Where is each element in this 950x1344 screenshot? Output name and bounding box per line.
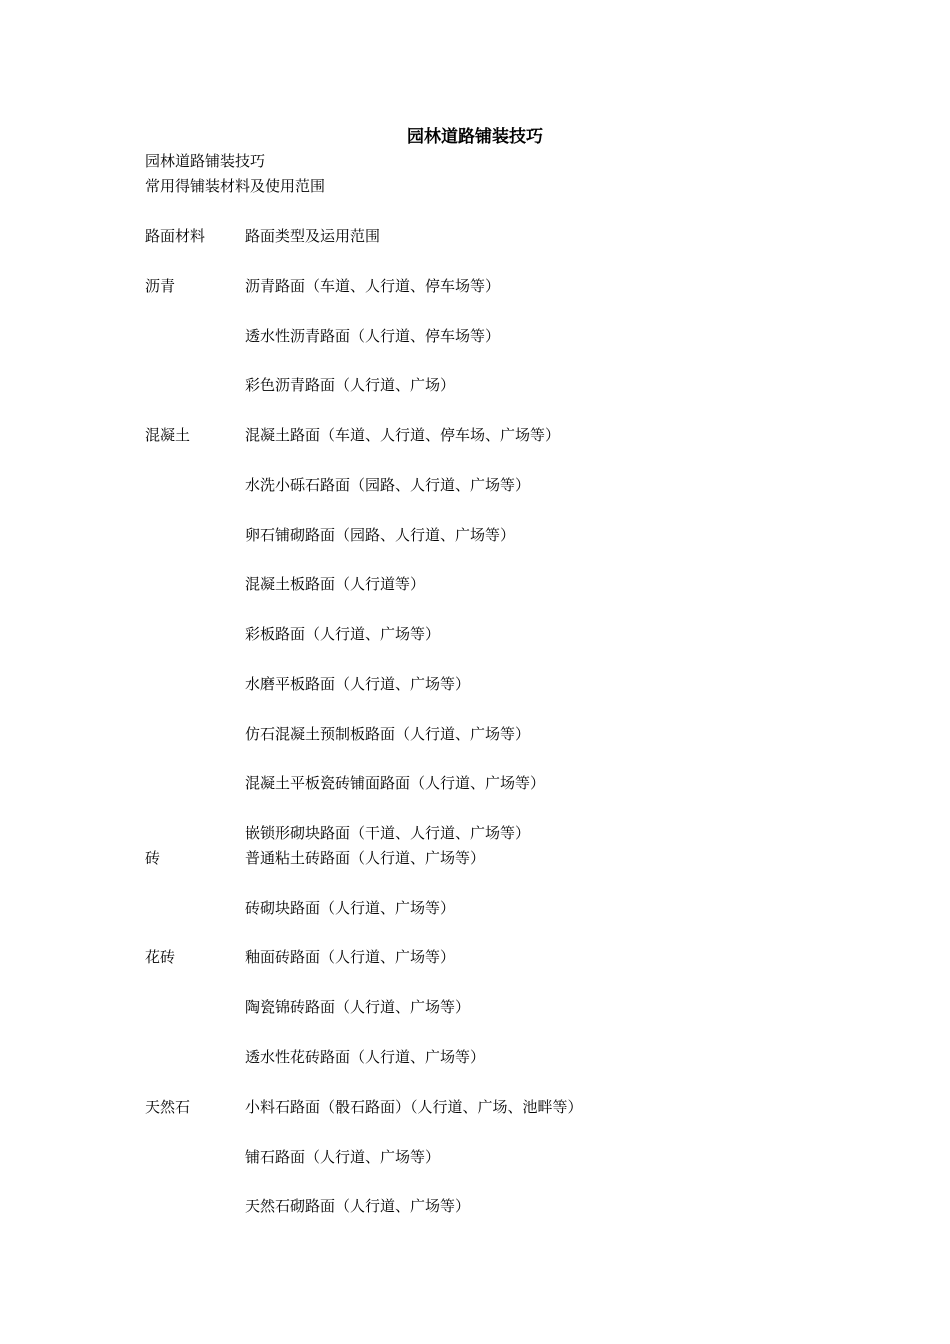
list-item: 混凝土板路面（人行道等） [245, 575, 426, 593]
list-item: 彩色沥青路面（人行道、广场） [245, 376, 456, 394]
document-intro: 常用得铺装材料及使用范围 [145, 177, 326, 195]
list-item: 普通粘土砖路面（人行道、广场等） [245, 849, 486, 867]
header-type: 路面类型及运用范围 [245, 227, 381, 245]
list-item: 彩板路面（人行道、广场等） [245, 625, 441, 643]
list-item: 卵石铺砌路面（园路、人行道、广场等） [245, 526, 516, 544]
material-brick: 砖 [145, 849, 161, 867]
list-item: 水磨平板路面（人行道、广场等） [245, 675, 471, 693]
material-concrete: 混凝土 [145, 426, 191, 444]
list-item: 陶瓷锦砖路面（人行道、广场等） [245, 998, 471, 1016]
document-subtitle: 园林道路铺装技巧 [145, 152, 266, 170]
list-item: 小料石路面（骰石路面）（人行道、广场、池畔等） [245, 1098, 583, 1116]
list-item: 透水性沥青路面（人行道、停车场等） [245, 327, 501, 345]
list-item: 砖砌块路面（人行道、广场等） [245, 899, 456, 917]
material-natural-stone: 天然石 [145, 1098, 191, 1116]
list-item: 釉面砖路面（人行道、广场等） [245, 948, 456, 966]
material-asphalt: 沥青 [145, 277, 176, 295]
list-item: 铺石路面（人行道、广场等） [245, 1148, 441, 1166]
material-tile: 花砖 [145, 948, 176, 966]
list-item: 天然石砌路面（人行道、广场等） [245, 1197, 471, 1215]
list-item: 仿石混凝土预制板路面（人行道、广场等） [245, 725, 531, 743]
list-item: 嵌锁形砌块路面（干道、人行道、广场等） [245, 824, 531, 842]
header-material: 路面材料 [145, 227, 206, 245]
list-item: 混凝土路面（车道、人行道、停车场、广场等） [245, 426, 561, 444]
list-item: 沥青路面（车道、人行道、停车场等） [245, 277, 501, 295]
list-item: 水洗小砾石路面（园路、人行道、广场等） [245, 476, 531, 494]
list-item: 混凝土平板瓷砖铺面路面（人行道、广场等） [245, 774, 546, 792]
page-title: 园林道路铺装技巧 [407, 127, 543, 147]
list-item: 透水性花砖路面（人行道、广场等） [245, 1048, 486, 1066]
